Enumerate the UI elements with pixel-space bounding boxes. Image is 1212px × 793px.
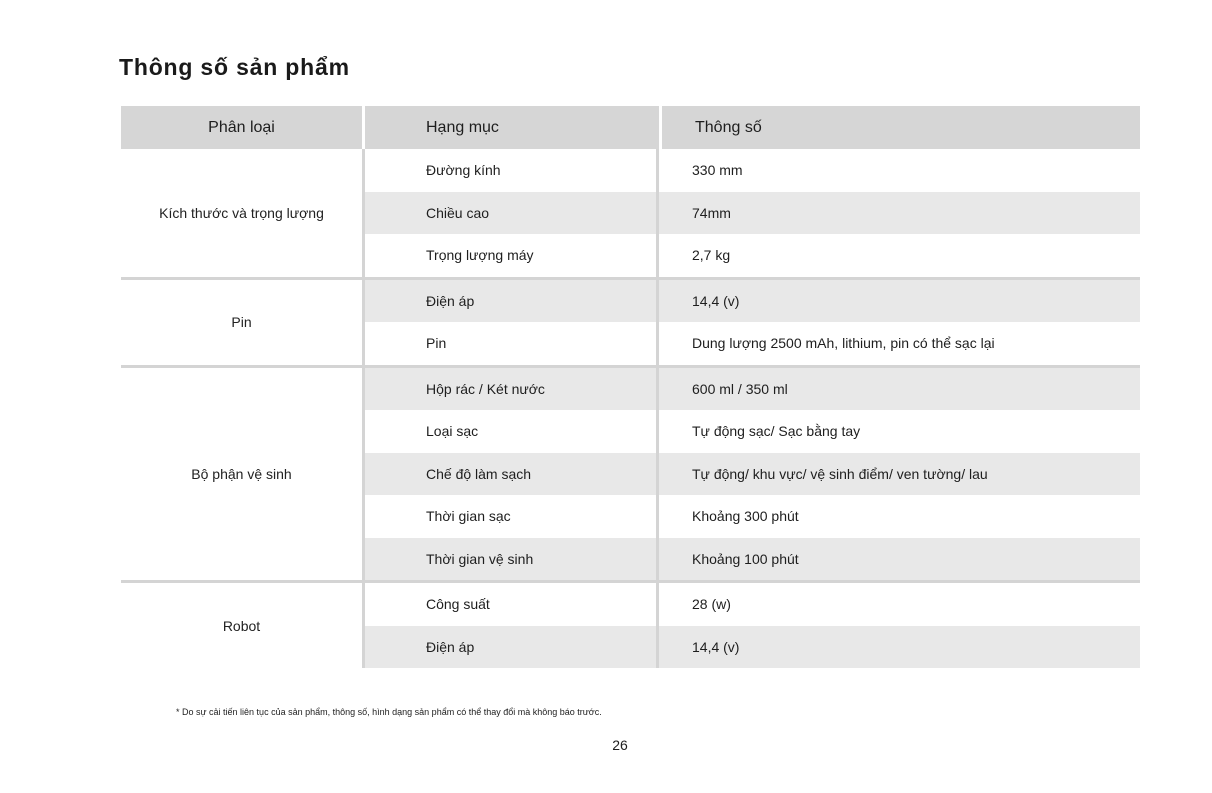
group-label: Robot	[222, 617, 261, 634]
row-value: Tự động/ khu vực/ vệ sinh điểm/ ven tường/ lau	[692, 465, 988, 482]
page-title: Thông số sản phẩm	[119, 54, 350, 80]
group-label: Pin	[231, 314, 252, 330]
page-number: 26	[612, 737, 628, 753]
row-value: 330 mm	[692, 162, 743, 179]
row-item: Hộp rác / Két nước	[365, 368, 659, 411]
row-value: 2,7 kg	[692, 247, 731, 264]
row-value: Tự động sạc/ Sạc bằng tay	[692, 423, 861, 440]
row-value: 74mm	[692, 204, 731, 221]
group-rows	[362, 368, 1140, 581]
row-item: Pin	[365, 322, 659, 365]
row-value: 14,4 (v)	[692, 638, 740, 655]
row-item: Điện áp	[365, 280, 659, 323]
table-row	[365, 322, 1140, 365]
row-value: 14,4 (v)	[692, 292, 740, 309]
header-category: Phân loại	[121, 106, 362, 149]
table-group-battery	[121, 277, 1140, 365]
row-value: 600 ml / 350 ml	[692, 380, 788, 397]
group-rows	[362, 583, 1140, 668]
group-label: Kích thước và trọng lượng	[159, 204, 324, 221]
table-row	[365, 453, 1140, 496]
row-value: Khoảng 100 phút	[692, 550, 799, 567]
row-item: Trọng lượng máy	[365, 234, 659, 277]
row-value: Dung lượng 2500 mAh, lithium, pin có thể sạc lại	[692, 335, 995, 352]
spec-table	[121, 106, 1140, 668]
header-item: Hạng mục	[365, 106, 659, 149]
footnote: * Do sự cải tiến liên tục của sản phẩm, thông số, hình dạng sản phẩm có thể thay đổi mà không báo trước.	[176, 707, 602, 717]
row-item: Thời gian vệ sinh	[365, 538, 659, 581]
table-row	[365, 410, 1140, 453]
table-row	[365, 149, 1140, 192]
table-row	[365, 538, 1140, 581]
group-rows	[362, 280, 1140, 365]
row-item: Công suất	[365, 583, 659, 626]
row-value: 28 (w)	[692, 596, 731, 613]
table-row	[365, 626, 1140, 669]
table-row	[365, 368, 1140, 411]
table-header-row	[121, 106, 1140, 149]
group-rows	[362, 149, 1140, 277]
row-item: Điện áp	[365, 626, 659, 669]
table-group-cleaning	[121, 365, 1140, 581]
table-row	[365, 234, 1140, 277]
row-item: Thời gian sạc	[365, 495, 659, 538]
table-group-robot	[121, 580, 1140, 668]
header-spec: Thông số	[662, 106, 1140, 149]
table-group-size-weight	[121, 149, 1140, 277]
table-row	[365, 280, 1140, 323]
row-item: Chiều cao	[365, 192, 659, 235]
table-row	[365, 495, 1140, 538]
table-row	[365, 192, 1140, 235]
row-item: Loại sạc	[365, 410, 659, 453]
row-item: Đường kính	[365, 149, 659, 192]
row-value: Khoảng 300 phút	[692, 508, 799, 525]
table-row	[365, 583, 1140, 626]
group-label: Bộ phận vệ sinh	[191, 465, 292, 482]
row-item: Chế độ làm sạch	[365, 453, 659, 496]
